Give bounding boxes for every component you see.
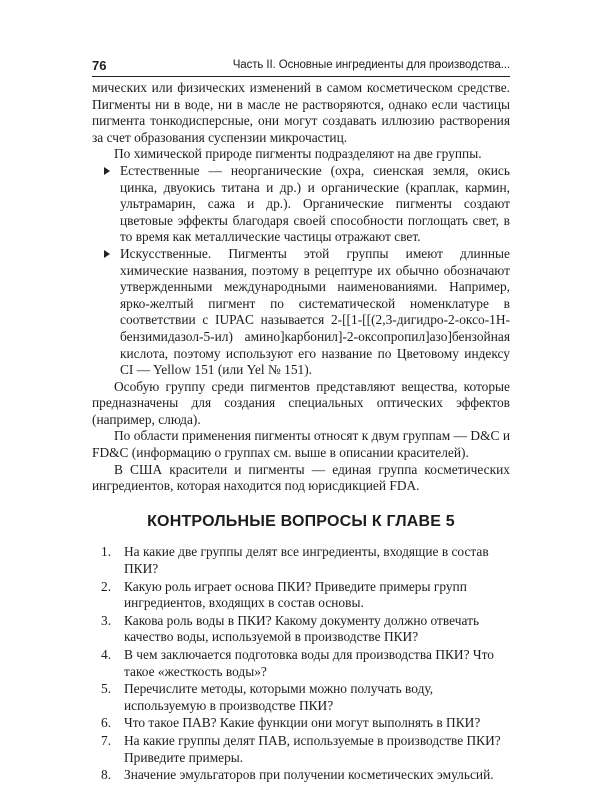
question-item xyxy=(92,767,510,784)
question-number: 8. xyxy=(101,767,112,783)
page-body xyxy=(92,80,510,785)
page-number: 76 xyxy=(92,58,107,73)
question-number: 7. xyxy=(101,732,112,748)
paragraph-application-groups: По области применения пигменты относят к двум группам — D&C и FD&C (информацию о группах см. выше в описании красителей). xyxy=(92,428,510,461)
question-number: 6. xyxy=(101,715,112,731)
running-head: Часть II. Основные ингредиенты для производства... xyxy=(232,59,510,71)
question-item xyxy=(92,613,510,646)
question-number: 1. xyxy=(101,544,112,560)
review-questions-list xyxy=(92,544,510,783)
question-text: Что такое ПАВ? Какие функции они могут выполнять в ПКИ? xyxy=(124,715,481,731)
paragraph-usa-fda: В США красители и пигменты — единая группа косметических ингредиентов, которая находится под юрисдикцией FDA. xyxy=(92,461,510,494)
question-text: На какие группы делят ПАВ, используемые в производстве ПКИ? Приведите примеры. xyxy=(124,732,501,765)
paragraph-groups-intro: По химической природе пигменты подразделяют на две группы. xyxy=(114,146,482,162)
bullet-arrow-icon xyxy=(104,250,110,258)
question-text: На какие две группы делят все ингредиенты, входящие в состав ПКИ? xyxy=(124,544,489,577)
bullet-arrow-icon xyxy=(104,167,110,175)
paragraph-continuation: мических или физических изменений в самом косметическом средстве. Пигменты ни в воде, ни в масле не растворяются, однако если частицы пигмента тонкодисперсные, они могут создавать иллюзию растворения за счет образования суспензии микрочастиц. xyxy=(92,80,510,145)
question-number: 5. xyxy=(101,681,112,697)
question-text: В чем заключается подготовка воды для производства ПКИ? Что такое «жесткость воды»? xyxy=(124,647,494,679)
question-text: Перечислите методы, которыми можно получать воду, используемую в производстве ПКИ? xyxy=(124,681,434,713)
question-text: Какую роль играет основа ПКИ? Приведите примеры групп ингредиентов, входящих в состав основы. xyxy=(124,578,467,611)
list-item-text: Искусственные. Пигменты этой группы имеют длинные химические названия, поэтому в рецептуре их обычно обозначают утвержденными международными наименованиями. Например, ярко-желтый пигмент по систематической номенклатуре в соответствии с IUPAC называется 2-[[1-[[(2,3-дигидро-2-оксо-1H-бензимидазол-5-ил) амино]карбонил]-2-оксопропил]азо]бензойная кислота, поэтому используют его название по Цветовому индексу CI — Yellow 151 (или Yel № 151). xyxy=(120,245,510,378)
question-item xyxy=(92,715,510,732)
question-text: Какова роль воды в ПКИ? Какому документу должно отвечать качество воды, используемой в производстве ПКИ? xyxy=(124,612,480,645)
question-text: Значение эмульгаторов при получении косметических эмульсий. xyxy=(124,767,494,783)
list-item xyxy=(92,163,510,246)
section-title: КОНТРОЛЬНЫЕ ВОПРОСЫ К ГЛАВЕ 5 xyxy=(147,512,455,530)
question-item xyxy=(92,681,510,714)
question-item xyxy=(92,579,510,612)
page-header xyxy=(92,56,510,77)
pigment-groups-list xyxy=(92,163,510,379)
list-item xyxy=(92,246,510,379)
question-number: 2. xyxy=(101,578,112,594)
question-item xyxy=(92,647,510,680)
paragraph-special-effects: Особую группу среди пигментов представляют вещества, которые предназначены для создания специальных оптических эффектов (например, слюда). xyxy=(92,378,510,427)
question-item xyxy=(92,544,510,577)
question-number: 3. xyxy=(101,612,112,628)
list-item-text: Естественные — неорганические (охра, сиенская земля, окись цинка, двуокись титана и др.) и органические (краплак, кармин, ультрамарин, сажа и др.). Органические пигменты создают цветовые эффекты благодаря своей способности поглощать свет, в то время как металлические частицы отражают свет. xyxy=(120,162,510,245)
question-number: 4. xyxy=(101,647,112,662)
